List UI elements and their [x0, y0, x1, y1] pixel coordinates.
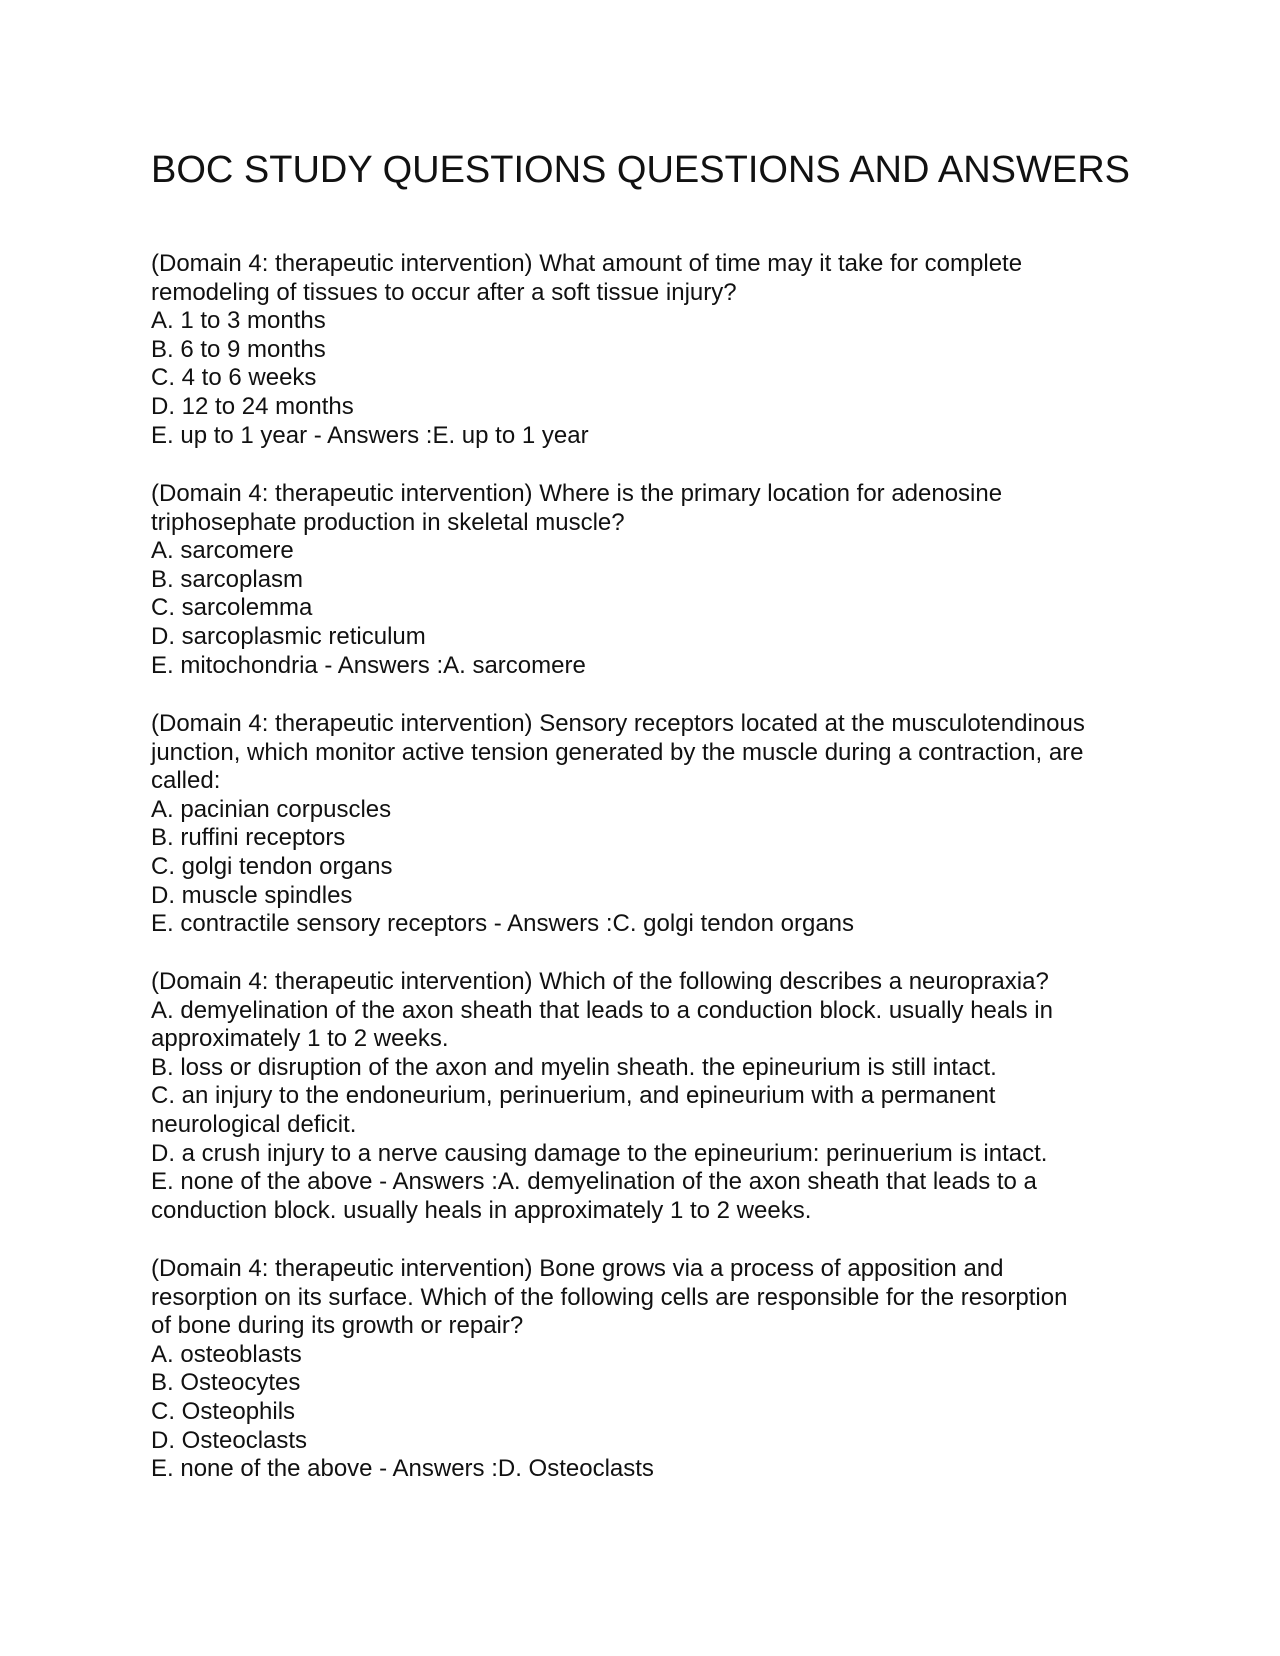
question-line: junction, which monitor active tension generated by the muscle during a contraction, are	[151, 738, 1084, 766]
answer-line: E. mitochondria - Answers :A. sarcomere	[151, 651, 586, 679]
option-line: B. ruffini receptors	[151, 824, 346, 852]
option-line: C. sarcolemma	[151, 594, 313, 622]
option-line: D. muscle spindles	[151, 881, 353, 909]
question-block	[151, 710, 1151, 939]
option-line: neurological deficit.	[151, 1110, 357, 1138]
answer-line: E. up to 1 year - Answers :E. up to 1 year	[151, 421, 589, 449]
question-line: (Domain 4: therapeutic intervention) Bone grows via a process of apposition and	[151, 1255, 1004, 1282]
option-line: B. 6 to 9 months	[151, 335, 326, 363]
question-line: (Domain 4: therapeutic intervention) What amount of time may it take for complete	[151, 250, 1023, 277]
answer-line: conduction block. usually heals in approximately 1 to 2 weeks.	[151, 1196, 812, 1224]
option-line: A. 1 to 3 months	[151, 307, 326, 335]
option-line: D. Osteoclasts	[151, 1426, 308, 1454]
option-line: D. sarcoplasmic reticulum	[151, 622, 426, 650]
option-line: approximately 1 to 2 weeks.	[151, 1025, 449, 1053]
question-line: called:	[151, 767, 221, 795]
option-line: B. sarcoplasm	[151, 565, 304, 593]
option-line: C. 4 to 6 weeks	[151, 364, 317, 392]
option-line: D. a crush injury to a nerve causing damage to the epineurium: perinuerium is intact.	[151, 1139, 1048, 1167]
document-title: BOC STUDY QUESTIONS QUESTIONS AND ANSWERS	[151, 149, 1131, 191]
option-line: C. an injury to the endoneurium, perinuerium, and epineurium with a permanent	[151, 1082, 996, 1110]
question-line: of bone during its growth or repair?	[151, 1312, 524, 1340]
answer-line: E. none of the above - Answers :A. demyelination of the axon sheath that leads to a	[151, 1168, 1037, 1196]
option-line: A. osteoblasts	[151, 1340, 302, 1368]
question-line: (Domain 4: therapeutic intervention) Sensory receptors located at the musculotendinous	[151, 710, 1085, 737]
option-line: A. pacinian corpuscles	[151, 795, 392, 823]
option-line: A. demyelination of the axon sheath that leads to a conduction block. usually heals in	[151, 996, 1053, 1024]
option-line: C. golgi tendon organs	[151, 852, 393, 880]
question-block	[151, 250, 1151, 450]
question-line: remodeling of tissues to occur after a soft tissue injury?	[151, 278, 737, 306]
question-block	[151, 1255, 1151, 1484]
answer-line: E. none of the above - Answers :D. Osteoclasts	[151, 1455, 654, 1483]
question-line: resorption on its surface. Which of the following cells are responsible for the resorption	[151, 1283, 1068, 1311]
option-line: B. Osteocytes	[151, 1369, 301, 1397]
option-line: D. 12 to 24 months	[151, 392, 354, 420]
option-line: A. sarcomere	[151, 537, 294, 565]
question-block	[151, 968, 1151, 1225]
question-line: (Domain 4: therapeutic intervention) Which of the following describes a neuropraxia?	[151, 968, 1049, 995]
option-line: B. loss or disruption of the axon and myelin sheath. the epineurium is still intact.	[151, 1053, 997, 1081]
question-line: (Domain 4: therapeutic intervention) Where is the primary location for adenosine	[151, 480, 1003, 507]
question-block	[151, 480, 1151, 680]
question-line: triphosephate production in skeletal muscle?	[151, 508, 625, 536]
option-line: C. Osteophils	[151, 1397, 296, 1425]
answer-line: E. contractile sensory receptors - Answers :C. golgi tendon organs	[151, 910, 855, 938]
